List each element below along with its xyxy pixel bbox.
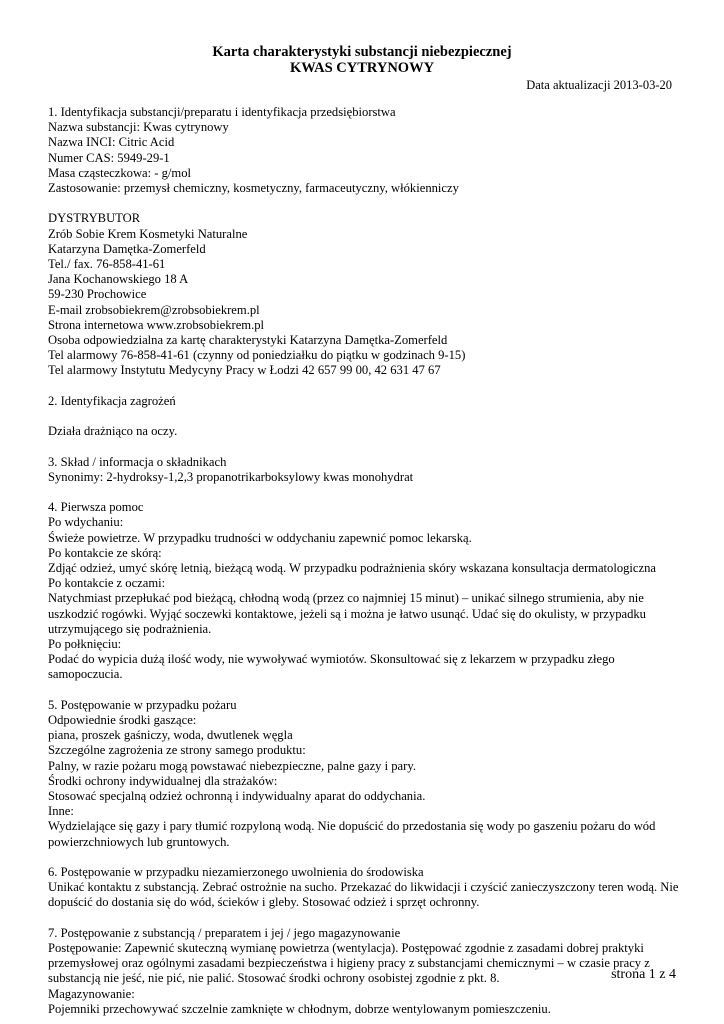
first-aid-skin-text: Zdjąć odzież, umyć skórę letnią, bieżącą wodą. W przypadku podrażnienia skóry wskazana konsultacja dermatologiczna bbox=[48, 561, 656, 576]
storage-text: Pojemniki przechowywać szczelnie zamknięte w chłodnym, dobrze wentylowanym pomieszczeniu. bbox=[48, 1001, 551, 1016]
first-aid-ingestion-text: Podać do wypicia dużą ilość wody, nie wywoływać wymiotów. Skonsultować się z lekarzem w przypadku złego samopoczucia. bbox=[48, 652, 615, 682]
spacer bbox=[48, 683, 680, 698]
storage-label: Magazynowanie: bbox=[48, 986, 135, 1001]
distributor-owner: Katarzyna Damętka-Zomerfeld bbox=[48, 241, 206, 256]
inci-name-line: Nazwa INCI: Citric Acid bbox=[48, 135, 175, 150]
molecular-mass-line: Masa cząsteczkowa: - g/mol bbox=[48, 165, 192, 180]
section-3-heading: 3. Skład / informacja o składnikach bbox=[48, 454, 227, 469]
section-7-heading: 7. Postępowanie z substancją / preparatem i jej / jego magazynowanie bbox=[48, 925, 401, 940]
distributor-heading: DYSTRYBUTOR bbox=[48, 211, 141, 226]
document-title: Karta charakterystyki substancji niebezpiecznej bbox=[212, 44, 512, 60]
distributor-emergency-phone: Tel alarmowy 76-858-41-61 (czynny od poniedziałku do piątku w godzinach 9-15) bbox=[48, 348, 466, 363]
spacer bbox=[48, 439, 680, 454]
distributor-company: Zrób Sobie Krem Kosmetyki Naturalne bbox=[48, 226, 248, 241]
update-date: Data aktualizacji 2013-03-20 bbox=[526, 78, 672, 92]
spacer bbox=[48, 409, 680, 424]
institute-emergency-phone: Tel alarmowy Instytutu Medycyny Pracy w Łodzi 42 657 99 00, 42 631 47 67 bbox=[48, 363, 441, 378]
section-5-heading: 5. Postępowanie w przypadku pożaru bbox=[48, 697, 237, 712]
section-6-heading: 6. Postępowanie w przypadku niezamierzonego uwolnienia do środowiska bbox=[48, 865, 424, 880]
spacer bbox=[48, 850, 680, 865]
spacer bbox=[48, 485, 680, 500]
other-text: Wydzielające się gazy i pary tłumić rozpyloną wodą. Nie dopuścić do przedostania się wody po gaszeniu pożaru do wód powierzchniowych lub gruntowych. bbox=[48, 819, 656, 849]
section-3-text: Synonimy: 2-hydroksy-1,2,3 propanotrikarboksylowy kwas monohydrat bbox=[48, 469, 414, 484]
section-2-text: Działa drażniąco na oczy. bbox=[48, 424, 178, 439]
distributor-responsible-person: Osoba odpowiedzialna za kartę charakterystyki Katarzyna Damętka-Zomerfeld bbox=[48, 333, 448, 348]
first-aid-eyes-text: Natychmiast przepłukać pod bieżącą, chłodną wodą (przez co najmniej 15 minut) – unikać silnego strumienia, aby nie uszkodzić rogówki. Wyjąć soczewki kontaktowe, jeżeli są i można je łatwo usunąć. Udać się do okulisty, w przypadku utrzymującego się podrażnienia. bbox=[48, 591, 646, 636]
spacer bbox=[48, 196, 680, 211]
spacer bbox=[48, 379, 680, 394]
first-aid-inhalation-label: Po wdychaniu: bbox=[48, 515, 124, 530]
distributor-street: Jana Kochanowskiego 18 A bbox=[48, 272, 189, 287]
page-number: strona 1 z 4 bbox=[611, 967, 676, 982]
handling-text: Postępowanie: Zapewnić skuteczną wymianę powietrza (wentylacja). Postępować zgodnie z zasadami dobrej praktyki przemysłowej oraz ogólnymi zasadami bezpieczeństwa i higieny pracy z substancjami chemicznymi – w czasie pracy z substancją nie jeść, nie pić, nie palić. Stosować środki ochrony osobistej zgodnie z pkt. 8. bbox=[48, 941, 650, 986]
extinguishing-media-label: Odpowiednie środki gaszące: bbox=[48, 713, 197, 728]
substance-name-title: KWAS CYTRYNOWY bbox=[289, 60, 435, 76]
distributor-website: Strona internetowa www.zrobsobiekrem.pl bbox=[48, 317, 265, 332]
special-hazards-text: Palny, w razie pożaru mogą powstawać niebezpieczne, palne gazy i pary. bbox=[48, 758, 416, 773]
usage-line: Zastosowanie: przemysł chemiczny, kosmetyczny, farmaceutyczny, włókienniczy bbox=[48, 181, 459, 196]
firefighter-protection-text: Stosować specjalną odzież ochronną i indywidualny aparat do oddychania. bbox=[48, 789, 426, 804]
distributor-phone: Tel./ fax. 76-858-41-61 bbox=[48, 257, 166, 272]
document-body bbox=[48, 105, 680, 1017]
other-label: Inne: bbox=[48, 804, 74, 819]
cas-number-line: Numer CAS: 5949-29-1 bbox=[48, 150, 170, 165]
special-hazards-label: Szczególne zagrożenia ze strony samego produktu: bbox=[48, 743, 306, 758]
section-6-text: Unikać kontaktu z substancją. Zebrać ostrożnie na sucho. Przekazać do likwidacji i czyścić zanieczyszczony teren wodą. Nie dopuścić do dostania się do wód, ścieków i gleby. Stosować odzież i sprzęt ochronny. bbox=[48, 880, 679, 910]
first-aid-ingestion-label: Po połknięciu: bbox=[48, 637, 122, 652]
first-aid-eyes-label: Po kontakcie z oczami: bbox=[48, 576, 166, 591]
distributor-city: 59-230 Prochowice bbox=[48, 287, 147, 302]
section-2-heading: 2. Identyfikacja zagrożeń bbox=[48, 393, 176, 408]
firefighter-protection-label: Środki ochrony indywidualnej dla strażaków: bbox=[48, 773, 278, 788]
substance-name-line: Nazwa substancji: Kwas cytrynowy bbox=[48, 120, 229, 135]
section-1-heading: 1. Identyfikacja substancji/preparatu i identyfikacja przedsiębiorstwa bbox=[48, 105, 396, 119]
first-aid-inhalation-text: Świeże powietrze. W przypadku trudności w oddychaniu zapewnić pomoc lekarską. bbox=[48, 530, 472, 545]
spacer bbox=[48, 911, 680, 926]
section-4-heading: 4. Pierwsza pomoc bbox=[48, 500, 144, 515]
extinguishing-media-text: piana, proszek gaśniczy, woda, dwutlenek węgla bbox=[48, 728, 293, 743]
first-aid-skin-label: Po kontakcie ze skórą: bbox=[48, 545, 162, 560]
distributor-email: E-mail zrobsobiekrem@zrobsobiekrem.pl bbox=[48, 302, 260, 317]
